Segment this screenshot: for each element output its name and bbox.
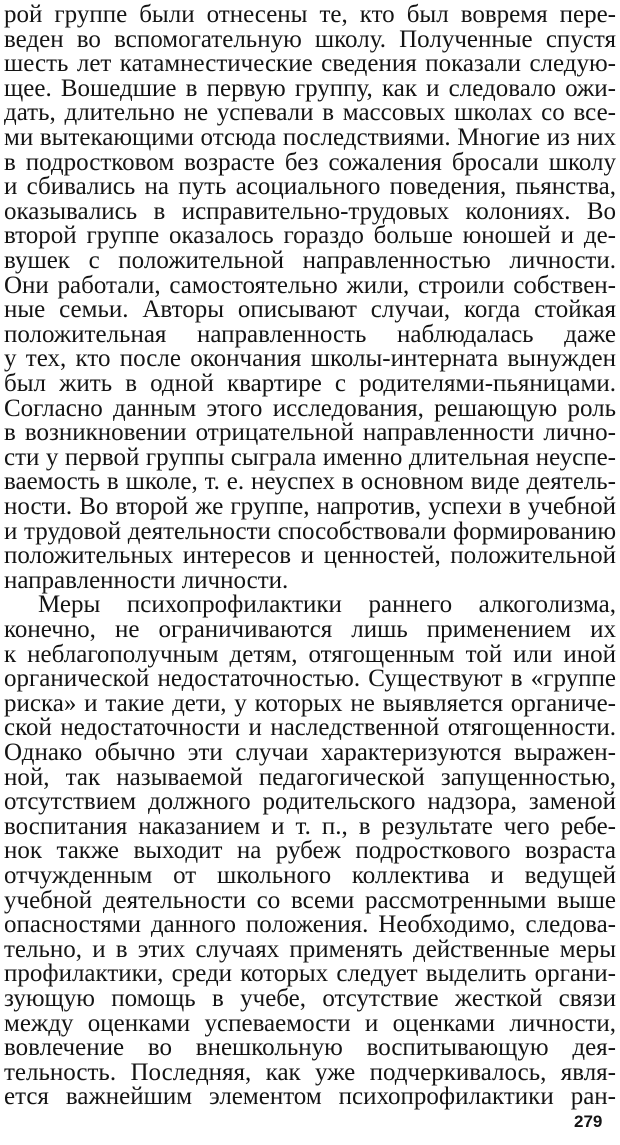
text-line: учебной деятельности со всеми рассмотренными выше — [4, 886, 616, 914]
text-line: тельно, и в этих случаях применять действенные меры — [4, 935, 616, 963]
text-line: зующую помощь в учебе, отсутствие жесткой связи — [4, 985, 616, 1012]
text-line: ности. Во второй же группе, напротив, успехи в учебной — [4, 493, 616, 520]
text-line: ные семьи. Авторы описывают случаи, когда стойкая — [4, 296, 616, 324]
text-line: ется важнейшим элементом психопрофилактики ран- — [4, 1083, 616, 1111]
text-line: у тех, кто после окончания школы-интерната вынужден — [4, 345, 616, 373]
text-line: органической недостаточностью. Существуют в «группе — [4, 665, 616, 693]
text-line: был жить в одной квартире с родителями-пьяницами. — [4, 370, 616, 397]
text-line: и трудовой деятельности способствовали формированию — [4, 517, 616, 545]
text-line: рой группе были отнесены те, кто был вовремя пере- — [4, 1, 616, 28]
text-line: сти у первой группы сыграла именно длительная неуспе- — [4, 443, 616, 471]
text-line: отчужденным от школьного коллектива и ведущей — [4, 862, 616, 889]
text-line: вушек с положительной направленностью личности. — [4, 247, 616, 274]
text-line: профилактики, среди которых следует выделить органи- — [4, 960, 616, 988]
text-line: положительных интересов и ценностей, положительной — [4, 542, 616, 570]
text-line: второй группе оказалось гораздо больше юношей и де- — [4, 222, 616, 250]
text-line: ми вытекающими отсюда последствиями. Многие из них — [4, 124, 616, 151]
text-line: Они работали, самостоятельно жили, строили собствен- — [4, 271, 616, 299]
paragraph-start-line: Меры психопрофилактики раннего алкоголизма, — [38, 591, 616, 619]
page-number: 279 — [574, 1112, 603, 1131]
text-line: нок также выходит на рубеж подросткового возраста — [4, 837, 616, 865]
text-line: шесть лет катамнестические сведения показали следую- — [4, 50, 616, 78]
text-line: и сбивались на путь асоциального поведения, пьянства, — [4, 173, 616, 201]
text-line: риска» и такие дети, у которых не выявляется органиче- — [4, 689, 616, 717]
text-line: дать, длительно не успевали в массовых школах со все- — [4, 99, 616, 127]
text-line: веден во вспомогательную школу. Полученные спустя — [4, 25, 616, 53]
text-line: ской недостаточности и наследственной отягощенности. — [4, 714, 616, 742]
text-line: Однако обычно эти случаи характеризуются выражен- — [4, 739, 616, 766]
text-line: щее. Вошедшие в первую группу, как и следовало ожи- — [4, 74, 616, 102]
text-line: отсутствием должного родительского надзора, заменой — [4, 788, 616, 816]
text-line: оказывались в исправительно-трудовых колониях. Во — [4, 197, 616, 225]
text-line: ной, так называемой педагогической запущенностью, — [4, 763, 616, 791]
text-line: Согласно данным этого исследования, решающую роль — [4, 394, 616, 422]
text-line: положительная направленность наблюдалась даже — [4, 320, 616, 348]
text-line: воспитания наказанием и т. п., в результате чего ребе- — [4, 812, 616, 840]
text-line: вовлечение во внешкольную воспитывающую дея- — [4, 1034, 616, 1062]
text-line: в возникновении отрицательной направленности лично- — [4, 419, 616, 447]
text-line: опасностями данного положения. Необходимо, следова- — [4, 911, 616, 939]
text-line: в подростковом возрасте без сожаления бросали школу — [4, 148, 616, 176]
paragraph-end-line: направленности личности. — [4, 566, 289, 594]
text-line: между оценками успеваемости и оценками личности, — [4, 1009, 616, 1037]
text-line: ваемость в школе, т. е. неуспех в основном виде деятель- — [4, 468, 616, 496]
text-line: тельность. Последняя, как уже подчеркивалось, явля- — [4, 1058, 616, 1086]
text-line: конечно, не ограничиваются лишь применением их — [4, 616, 616, 643]
text-line: к неблагополучным детям, отягощенным той или иной — [4, 640, 616, 668]
